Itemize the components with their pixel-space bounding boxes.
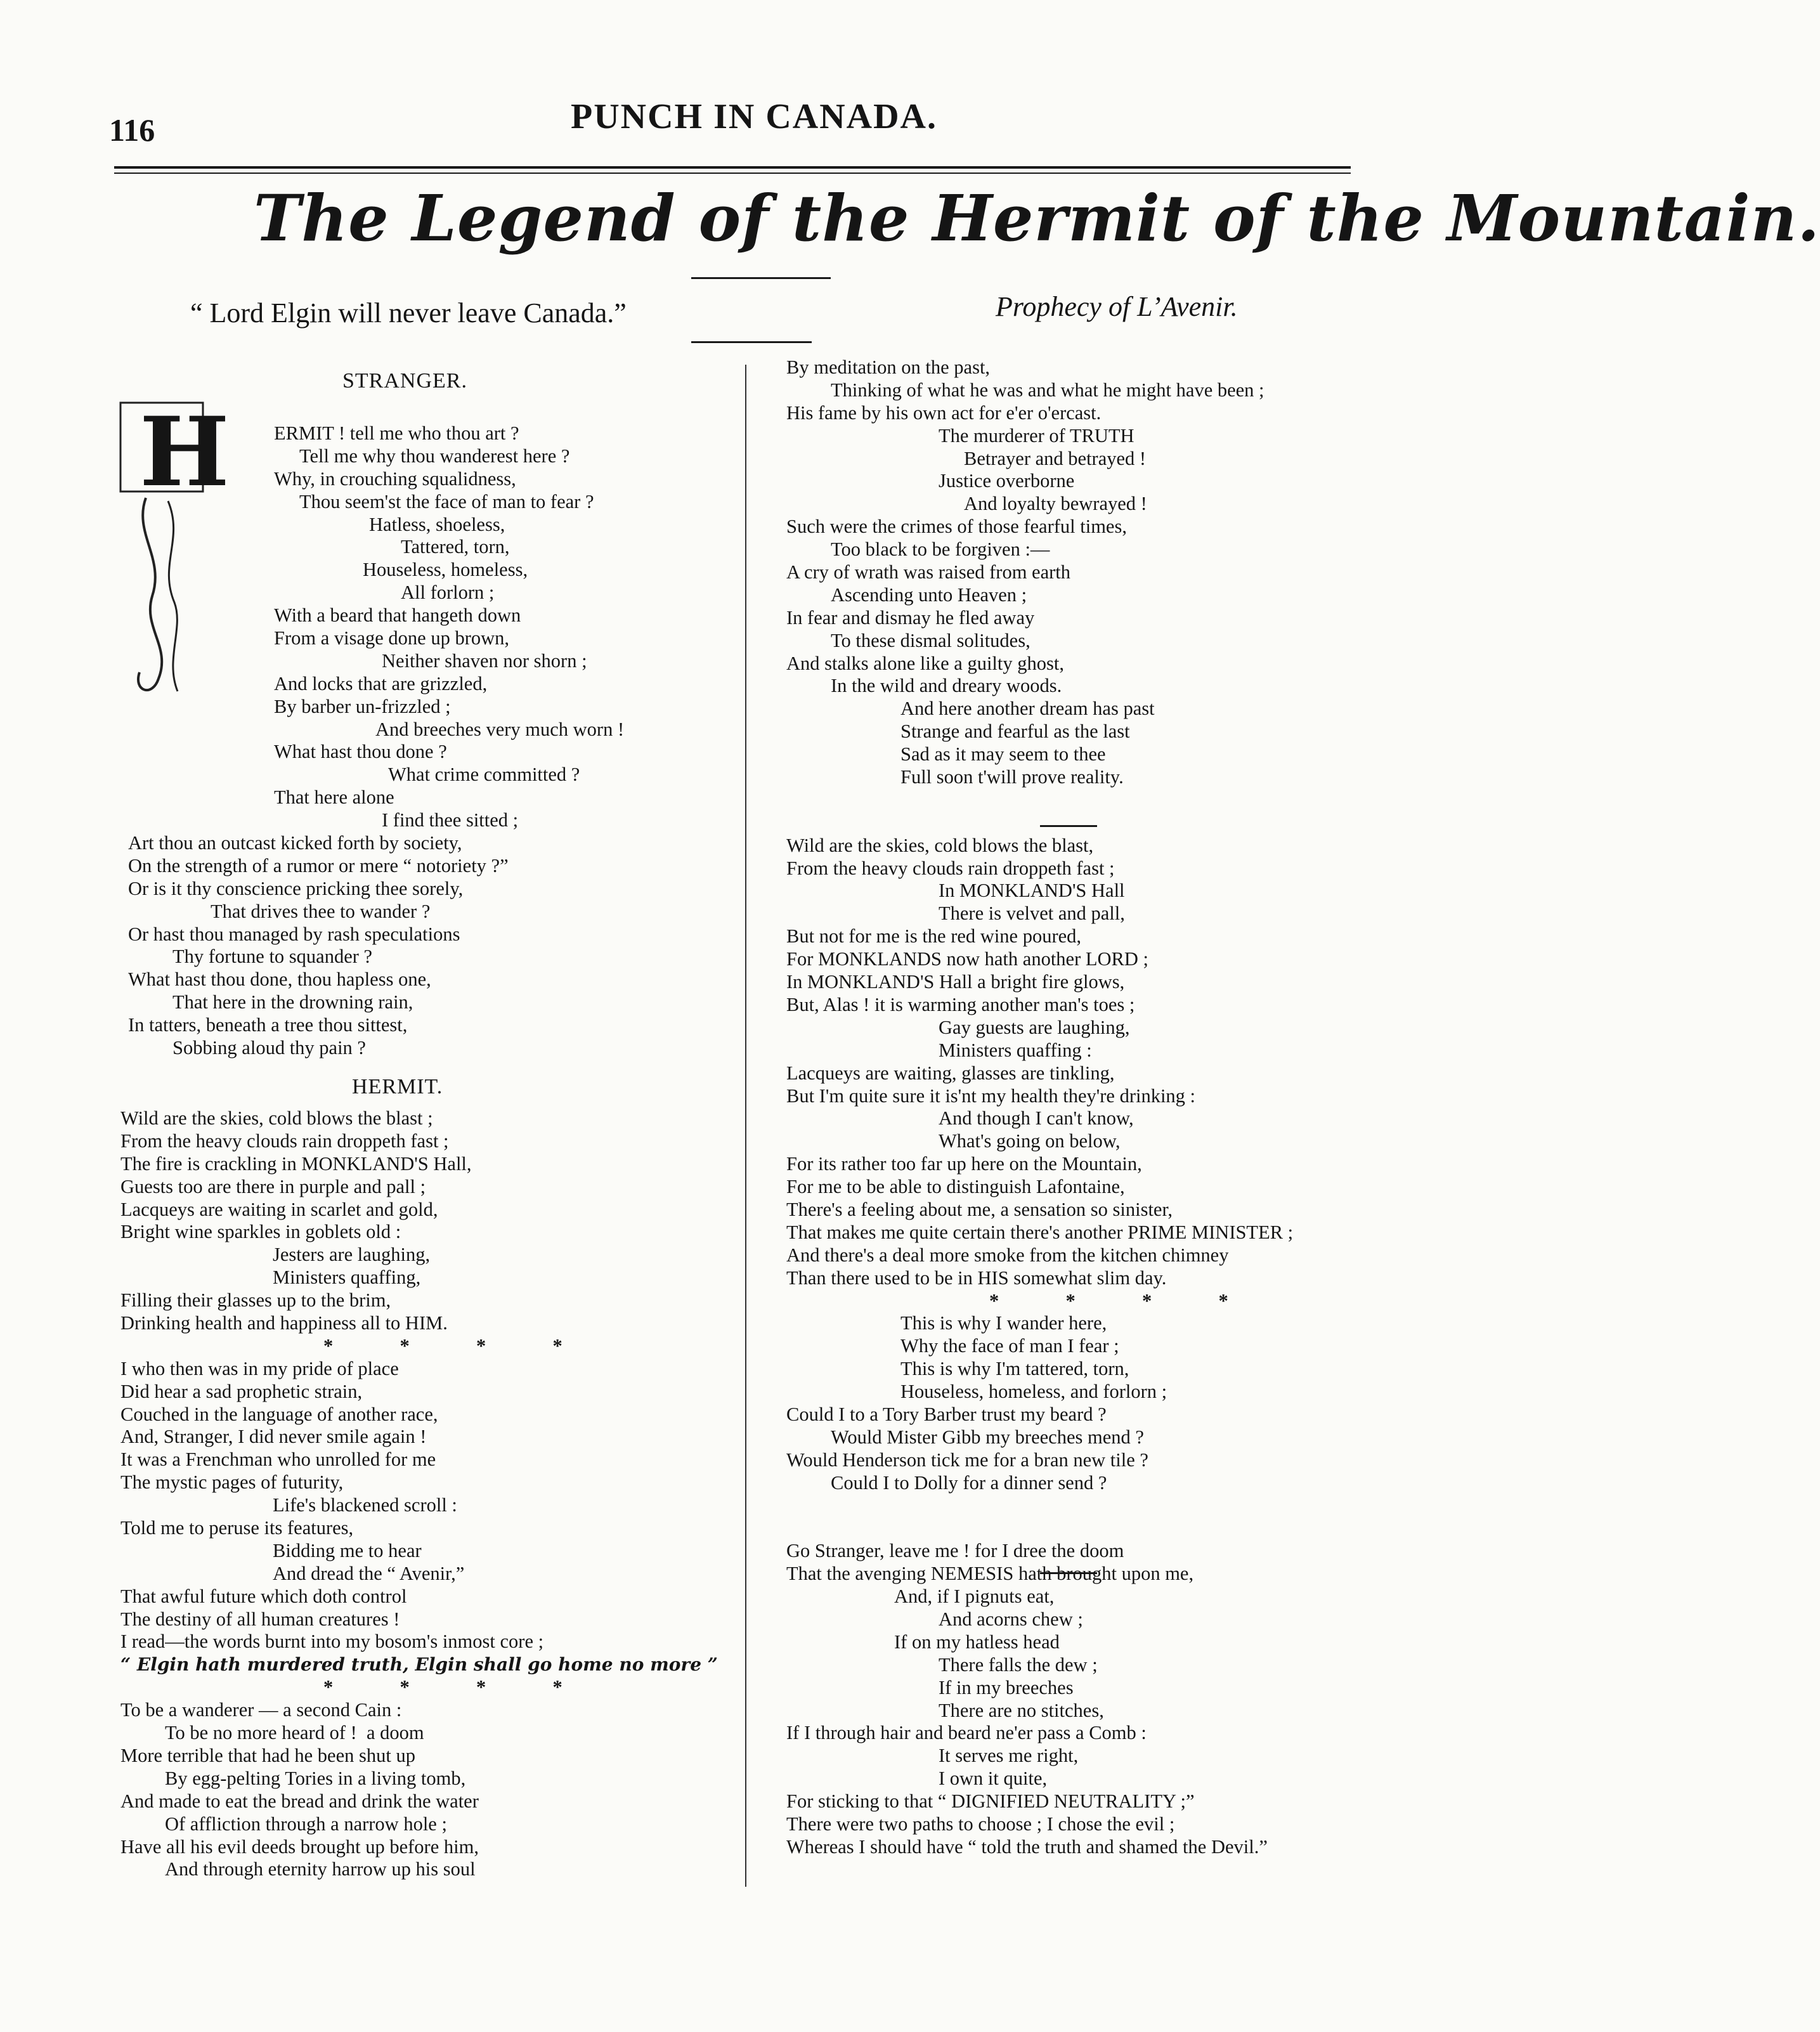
- left-column-line: From a visage done up brown,: [274, 627, 510, 649]
- right-column-line: In MONKLAND'S Hall: [939, 880, 1125, 902]
- epigraph-attribution: Prophecy of L’Avenir.: [996, 291, 1238, 322]
- left-column-line: Art thou an outcast kicked forth by society,: [128, 832, 462, 854]
- running-head: PUNCH IN CANADA.: [571, 97, 937, 136]
- right-column-line: [786, 1517, 1293, 1540]
- header-rule-bottom: [114, 173, 1351, 174]
- right-column-line: But I'm quite sure it is'nt my health they're drinking :: [786, 1084, 1196, 1107]
- right-column-line: Lacqueys are waiting, glasses are tinkling,: [786, 1062, 1115, 1084]
- right-column-line: Too black to be forgiven :—: [831, 538, 1050, 561]
- right-column-line: This is why I wander here,: [900, 1312, 1107, 1334]
- left-column-b-line: The destiny of all human creatures !: [120, 1608, 400, 1630]
- left-column-b-line: Bright wine sparkles in goblets old :: [120, 1221, 401, 1243]
- right-column-line: Sad as it may seem to thee: [900, 743, 1106, 765]
- right-column-line: For me to be able to distinguish Lafontaine,: [786, 1176, 1125, 1198]
- left-column-b-line: Ministers quaffing,: [273, 1267, 421, 1289]
- left-column-b-line: Bidding me to hear: [273, 1539, 422, 1561]
- left-column-b-line: That awful future which doth control: [120, 1585, 407, 1607]
- left-column-line: Tattered, torn,: [401, 536, 510, 558]
- right-column-line: His fame by his own act for e'er o'ercast.: [786, 401, 1102, 424]
- left-column-line: That drives thee to wander ?: [211, 900, 431, 922]
- left-column-line: Houseless, homeless,: [363, 559, 528, 581]
- right-column-line: Than there used to be in HIS somewhat slim day.: [786, 1267, 1167, 1289]
- left-column-b-line: Told me to peruse its features,: [120, 1517, 354, 1539]
- left-column-b-line: It was a Frenchman who unrolled for me: [120, 1449, 436, 1471]
- right-column-line: I own it quite,: [939, 1768, 1048, 1790]
- right-column-line: Ministers quaffing :: [939, 1039, 1092, 1061]
- left-column-b-line: I who then was in my pride of place: [120, 1357, 399, 1379]
- left-column-b-line: And, Stranger, I did never smile again !: [120, 1426, 427, 1448]
- right-column-line: Would Mister Gibb my breeches mend ?: [831, 1426, 1144, 1448]
- right-column-line: This is why I'm tattered, torn,: [900, 1358, 1129, 1380]
- left-column-line: What hast thou done, thou hapless one,: [128, 968, 431, 991]
- right-column-line: Go Stranger, leave me ! for I dree the doom: [786, 1540, 1124, 1562]
- right-column-line: Strange and fearful as the last: [900, 720, 1130, 743]
- article-title: The Legend of the Hermit of the Mountain.: [254, 181, 1820, 256]
- right-column-line: Whereas I should have “ told the truth and shamed the Devil.”: [786, 1835, 1268, 1858]
- left-column-b-line: By egg-pelting Tories in a living tomb,: [165, 1767, 466, 1789]
- right-column-line: [786, 789, 1293, 812]
- right-column-line: And, if I pignuts eat,: [894, 1586, 1055, 1608]
- right-column-line: Wild are the skies, cold blows the blast,: [786, 834, 1094, 856]
- right-column-line: There is velvet and pall,: [939, 902, 1125, 925]
- right-column: [786, 356, 1293, 1859]
- left-column-line: Neither shaven nor shorn ;: [382, 649, 587, 672]
- title-underline: [691, 277, 831, 279]
- left-column-line: What hast thou done ?: [274, 741, 447, 763]
- left-column-b-line: To be a wanderer — a second Cain :: [120, 1699, 402, 1721]
- left-column-line: And locks that are grizzled,: [274, 672, 488, 694]
- right-column-line: Such were the crimes of those fearful times,: [786, 516, 1127, 538]
- section-heading-stranger: STRANGER.: [342, 369, 467, 393]
- right-column-line: [786, 1495, 1293, 1518]
- right-column-line: To these dismal solitudes,: [831, 629, 1030, 651]
- page-number: 116: [109, 112, 155, 148]
- left-column-b-line: More terrible that had he been shut up: [120, 1744, 415, 1766]
- left-column-line: I find thee sitted ;: [382, 809, 519, 831]
- section-heading-hermit: HERMIT.: [352, 1075, 443, 1098]
- left-column-b-line: The mystic pages of futurity,: [120, 1471, 344, 1494]
- right-column-line: Full soon t'will prove reality.: [900, 766, 1124, 788]
- left-column-line: What crime committed ?: [388, 764, 580, 786]
- left-column-b-line: And through eternity harrow up his soul: [165, 1858, 476, 1880]
- right-column-line: And loyalty bewrayed !: [964, 493, 1147, 515]
- right-column-line: The murderer of TRUTH: [939, 424, 1134, 446]
- left-column-b-line: Of affliction through a narrow hole ;: [165, 1813, 447, 1835]
- left-column-line: Sobbing aloud thy pain ?: [172, 1037, 366, 1059]
- left-column-line: With a beard that hangeth down: [274, 604, 521, 627]
- right-column-line: Ascending unto Heaven ;: [831, 583, 1027, 606]
- right-column-line: Gay guests are laughing,: [939, 1016, 1130, 1038]
- left-column-line: By barber un-frizzled ;: [274, 695, 451, 717]
- left-column-b-line: Did hear a sad prophetic strain,: [120, 1380, 363, 1402]
- right-column-line: If I through hair and beard ne'er pass a Comb :: [786, 1722, 1147, 1744]
- left-column-b-line: Guests too are there in purple and pall ;: [120, 1175, 426, 1197]
- dropcap-flourish-inner: [168, 501, 178, 691]
- left-column-b-line: Couched in the language of another race,: [120, 1403, 438, 1425]
- left-column-line: Thy fortune to squander ?: [172, 946, 373, 968]
- right-column-line: For MONKLANDS now hath another LORD ;: [786, 948, 1148, 970]
- right-column-line: Justice overborne: [939, 470, 1075, 492]
- right-column-line: In fear and dismay he fled away: [786, 606, 1035, 628]
- right-column-line: And though I can't know,: [939, 1107, 1134, 1130]
- header-rule-top: [114, 166, 1351, 169]
- right-column-line: A cry of wrath was raised from earth: [786, 561, 1071, 583]
- right-column-line: In MONKLAND'S Hall a bright fire glows,: [786, 971, 1125, 993]
- left-column-line: ERMIT ! tell me who thou art ?: [274, 422, 519, 444]
- right-column-line: Thinking of what he was and what he might have been ;: [831, 379, 1264, 401]
- right-column-line: That makes me quite certain there's another PRIME MINISTER ;: [786, 1221, 1294, 1243]
- right-column-line: [786, 812, 1293, 835]
- left-column-b-line: To be no more heard of ! a doom: [165, 1722, 424, 1744]
- left-column-b-line: I read—the words burnt into my bosom's inmost core ;: [120, 1631, 544, 1653]
- left-column-line: Thou seem'st the face of man to fear ?: [299, 490, 594, 512]
- right-column-line: There falls the dew ;: [939, 1653, 1098, 1676]
- right-column-line: And stalks alone like a guilty ghost,: [786, 652, 1064, 674]
- left-column-b-line: * * * *: [323, 1334, 582, 1357]
- right-column-line: For sticking to that “ DIGNIFIED NEUTRALITY ;”: [786, 1790, 1195, 1813]
- left-column-line: All forlorn ;: [401, 582, 495, 604]
- right-column-line: Would Henderson tick me for a bran new tile ?: [786, 1449, 1148, 1471]
- left-column-line: That here alone: [274, 786, 394, 809]
- right-column-line: In the wild and dreary woods.: [831, 675, 1062, 697]
- left-column-line: And breeches very much worn !: [375, 718, 625, 740]
- left-column-line: Tell me why thou wanderest here ?: [299, 445, 570, 467]
- left-column-b-line: Drinking health and happiness all to HIM.: [120, 1312, 448, 1334]
- left-column-bottom: [120, 1107, 718, 1881]
- dropcap-letter: H: [140, 396, 230, 508]
- left-column-line: Hatless, shoeless,: [369, 513, 505, 535]
- left-column-b-line: Lacqueys are waiting in scarlet and gold,: [120, 1198, 438, 1220]
- right-column-line: For its rather too far up here on the Mountain,: [786, 1153, 1142, 1175]
- right-column-line: But, Alas ! it is warming another man's toes ;: [786, 993, 1135, 1015]
- right-column-line: And here another dream has past: [900, 698, 1155, 720]
- left-column-b-line: Life's blackened scroll :: [273, 1494, 457, 1516]
- right-column-line: And acorns chew ;: [939, 1608, 1083, 1630]
- right-column-line: Betrayer and betrayed !: [964, 447, 1147, 469]
- right-column-line: That the avenging NEMESIS hath brought upon me,: [786, 1563, 1194, 1585]
- right-column-line: If in my breeches: [939, 1676, 1074, 1698]
- right-column-line: What's going on below,: [939, 1130, 1121, 1152]
- left-column-b-line: Wild are the skies, cold blows the blast ;: [120, 1107, 433, 1129]
- left-column-b-line: * * * *: [323, 1676, 582, 1698]
- right-column-line: If on my hatless head: [894, 1631, 1060, 1653]
- column-divider: [745, 365, 746, 1887]
- right-column-line: Could I to a Tory Barber trust my beard ?: [786, 1403, 1107, 1425]
- left-column-line: In tatters, beneath a tree thou sittest,: [128, 1014, 408, 1036]
- left-column-b-line: Jesters are laughing,: [273, 1244, 431, 1266]
- epigraph-rule: [691, 341, 812, 343]
- right-column-line: It serves me right,: [939, 1745, 1079, 1767]
- left-column-b-line: And dread the “ Avenir,”: [273, 1562, 465, 1584]
- right-column-line: By meditation on the past,: [786, 356, 991, 378]
- right-column-line: There were two paths to choose ; I chose the evil ;: [786, 1813, 1175, 1835]
- right-column-line: From the heavy clouds rain droppeth fast ;: [786, 857, 1115, 879]
- right-column-line: There are no stitches,: [939, 1699, 1104, 1721]
- left-column-line: Or is it thy conscience pricking thee sorely,: [128, 877, 464, 899]
- left-column-line: Or hast thou managed by rash speculations: [128, 923, 460, 945]
- left-column-line: Why, in crouching squalidness,: [274, 467, 516, 490]
- right-column-line: There's a feeling about me, a sensation so sinister,: [786, 1198, 1173, 1220]
- left-column-b-line: Filling their glasses up to the brim,: [120, 1289, 391, 1312]
- left-column-b-line: “ Elgin hath murdered truth, Elgin shall go home no more ”: [120, 1654, 718, 1676]
- right-column-line: Houseless, homeless, and forlorn ;: [900, 1381, 1167, 1403]
- left-column-b-line: From the heavy clouds rain droppeth fast ;: [120, 1130, 449, 1152]
- left-column-top: [128, 422, 625, 1060]
- left-column-line: On the strength of a rumor or mere “ notoriety ?”: [128, 854, 509, 876]
- right-column-line: And there's a deal more smoke from the kitchen chimney: [786, 1244, 1229, 1266]
- dropcap-flourish: [138, 498, 162, 690]
- right-column-line: Why the face of man I fear ;: [900, 1335, 1119, 1357]
- left-column-b-line: Have all his evil deeds brought up before him,: [120, 1835, 479, 1858]
- left-column-b-line: And made to eat the bread and drink the water: [120, 1790, 479, 1812]
- left-column-b-line: The fire is crackling in MONKLAND'S Hall,: [120, 1152, 472, 1175]
- left-column-line: That here in the drowning rain,: [172, 991, 413, 1013]
- epigraph: “ Lord Elgin will never leave Canada.”: [190, 297, 627, 329]
- right-column-line: * * * *: [989, 1289, 1247, 1312]
- right-column-line: But not for me is the red wine poured,: [786, 925, 1082, 948]
- right-column-line: Could I to Dolly for a dinner send ?: [831, 1471, 1107, 1494]
